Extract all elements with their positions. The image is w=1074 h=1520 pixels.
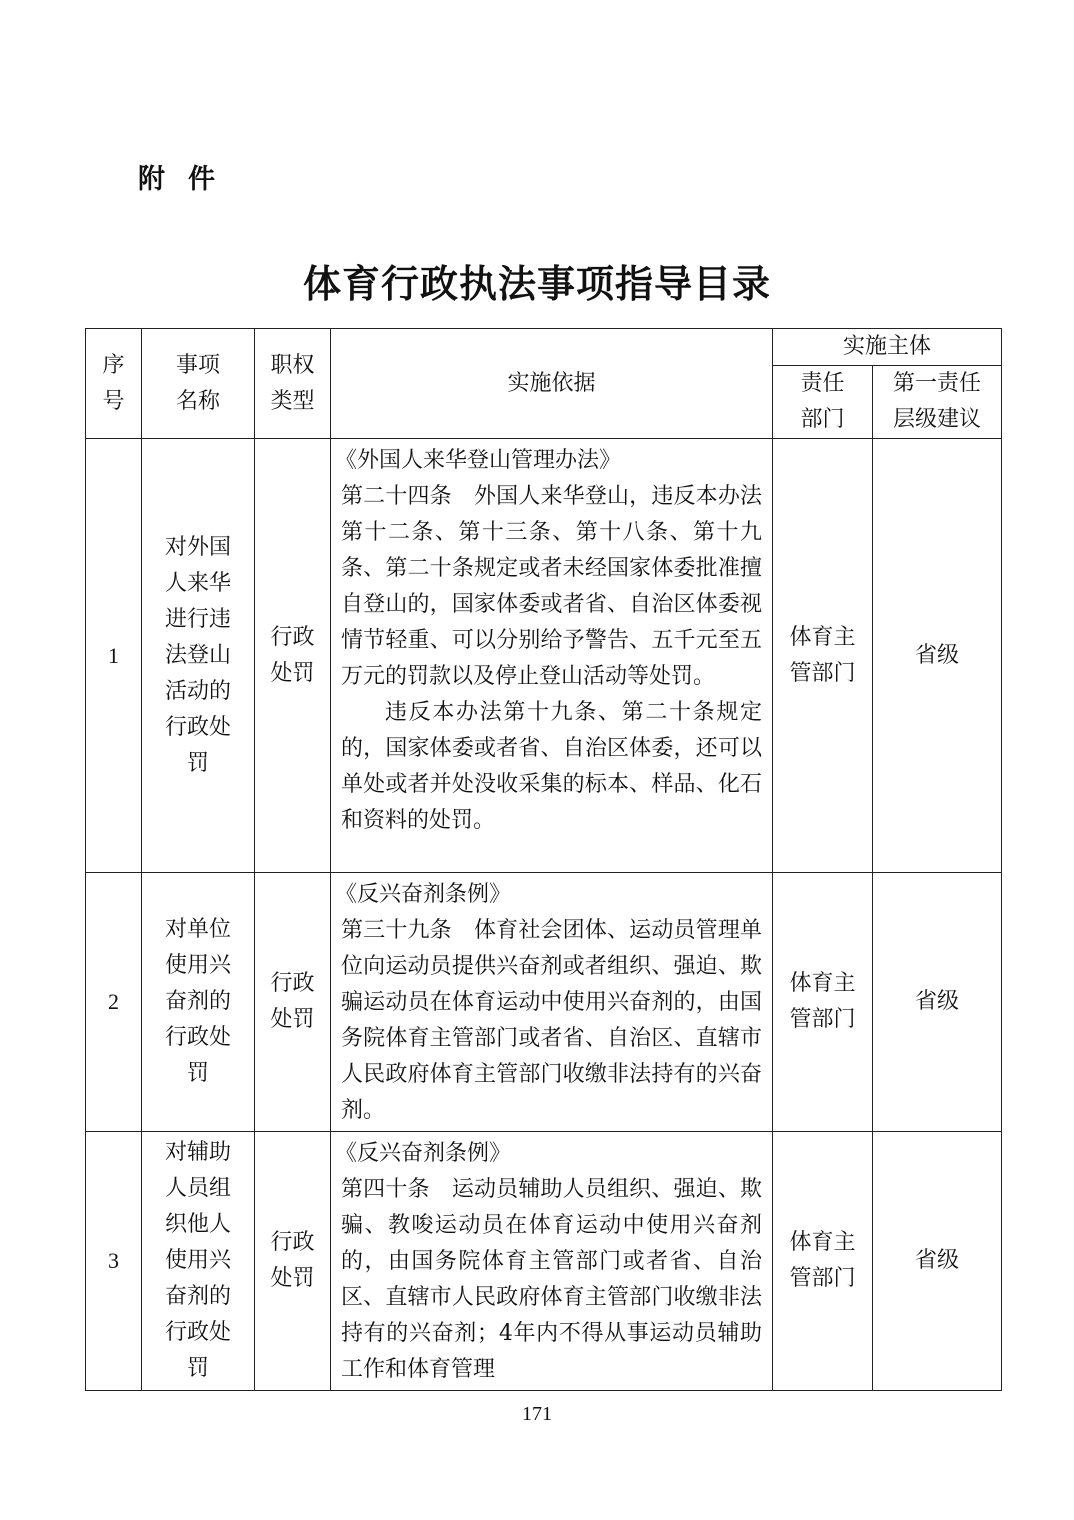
row-authority-type: 行政 处罚	[255, 873, 331, 1132]
basis-paragraph: 违反本办法第十九条、第二十条规定的，国家体委或者省、自治区体委，还可以单处或者并处没收采集的标本、样品、化石和资料的处罚。	[341, 700, 762, 833]
basis-source: 《外国人来华登山管理办法》	[335, 448, 622, 473]
row-authority-type: 行政 处罚	[255, 439, 331, 873]
header-name: 事项 名称	[142, 329, 255, 439]
row-level-suggestion: 省级	[873, 439, 1002, 873]
row-responsible-dept: 体育主 管部门	[773, 1132, 873, 1391]
table-header-row	[86, 329, 1002, 366]
row-item-name: 对辅助 人员组 织他人 使用兴 奋剂的 行政处 罚	[142, 1132, 255, 1391]
row-responsible-dept: 体育主 管部门	[773, 439, 873, 873]
row-item-name: 对单位 使用兴 奋剂的 行政处 罚	[142, 873, 255, 1132]
enforcement-catalog-table	[85, 328, 1002, 1391]
row-seq: 1	[86, 439, 142, 873]
row-seq: 2	[86, 873, 142, 1132]
attachment-label	[138, 160, 216, 200]
row-responsible-dept: 体育主 管部门	[773, 873, 873, 1132]
basis-source: 《反兴奋剂条例》	[335, 882, 512, 907]
basis-source: 《反兴奋剂条例》	[335, 1141, 512, 1166]
document-title: 体育行政执法事项指导目录	[302, 262, 771, 306]
row-legal-basis	[331, 1132, 773, 1391]
table-row	[86, 439, 1002, 873]
header-dept: 责任 部门	[773, 366, 873, 439]
row-item-name: 对外国 人来华 进行违 法登山 活动的 行政处 罚	[142, 439, 255, 873]
attachment-label-char-2: 件	[188, 164, 216, 195]
header-type: 职权 类型	[255, 329, 331, 439]
header-subject: 实施主体	[773, 329, 1002, 366]
basis-paragraph: 第三十九条 体育社会团体、运动员管理单位向运动员提供兴奋剂或者组织、强迫、欺骗运动员在体育运动中使用兴奋剂的，由国务院体育主管部门或者省、自治区、直辖市人民政府体育主管部门收缴非法持有的兴奋剂。	[341, 918, 762, 1123]
header-seq: 序 号	[86, 329, 142, 439]
row-legal-basis	[331, 873, 773, 1132]
attachment-label-char-1: 附	[138, 164, 166, 195]
row-legal-basis	[331, 439, 773, 873]
table-row	[86, 1132, 1002, 1391]
row-authority-type: 行政 处罚	[255, 1132, 331, 1391]
table-row	[86, 873, 1002, 1132]
basis-paragraph: 第二十四条 外国人来华登山，违反本办法第十二条、第十三条、第十八条、第十九条、第二十条规定或者未经国家体委批准擅自登山的，国家体委或者省、自治区体委视情节轻重、可以分别给予警告、五千元至五万元的罚款以及停止登山活动等处罚。	[341, 484, 762, 689]
row-level-suggestion: 省级	[873, 873, 1002, 1132]
row-level-suggestion: 省级	[873, 1132, 1002, 1391]
header-level: 第一责任 层级建议	[873, 366, 1002, 439]
basis-paragraph: 第四十条 运动员辅助人员组织、强迫、欺骗、教唆运动员在体育运动中使用兴奋剂的，由国务院体育主管部门或者省、自治区、直辖市人民政府体育主管部门收缴非法持有的兴奋剂；4年内不得从事运动员辅助工作和体育管理	[341, 1177, 762, 1382]
page-number: 171	[522, 1403, 552, 1425]
header-basis: 实施依据	[331, 329, 773, 439]
row-seq: 3	[86, 1132, 142, 1391]
